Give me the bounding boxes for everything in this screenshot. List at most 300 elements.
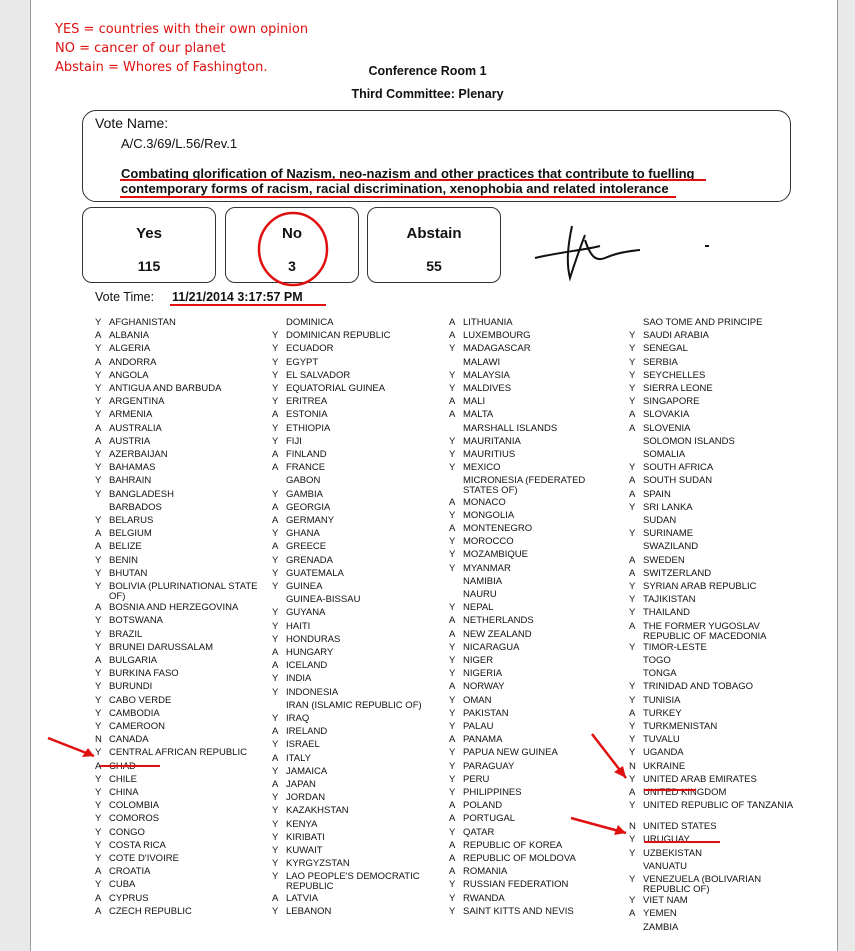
country-name: CENTRAL AFRICAN REPUBLIC: [109, 747, 247, 759]
country-name: KIRIBATI: [286, 831, 325, 843]
country-name: ESTONIA: [286, 409, 328, 421]
country-name: NIGERIA: [463, 668, 503, 680]
vote-mark: A: [629, 488, 636, 500]
country-vote-row: [95, 907, 269, 917]
country-vote-row: [449, 371, 623, 381]
country-name: LUXEMBOURG: [463, 330, 531, 342]
country-name: COLOMBIA: [109, 800, 160, 812]
vote-mark: Y: [449, 892, 456, 904]
country-vote-row: [629, 344, 803, 354]
country-vote-row: [449, 424, 623, 434]
country-vote-row: [95, 788, 269, 798]
country-name: GUYANA: [286, 607, 326, 619]
vote-time-label: Vote Time:: [95, 290, 155, 304]
vote-mark: Y: [272, 422, 279, 434]
vote-mark: A: [272, 726, 279, 738]
vote-mark: Y: [95, 515, 102, 526]
country-vote-row: [272, 437, 446, 447]
country-name: KYRGYZSTAN: [286, 858, 350, 870]
vote-mark: Y: [629, 773, 636, 785]
country-vote-row: [272, 397, 446, 407]
country-name: SAO TOME AND PRINCIPE: [643, 317, 763, 328]
country-vote-row: [629, 709, 803, 719]
country-name: SOUTH SUDAN: [643, 475, 713, 487]
vote-mark: Y: [449, 720, 456, 732]
country-name: UNITED KINGDOM: [643, 786, 727, 798]
country-name: BAHRAIN: [109, 475, 152, 487]
country-name: ANGOLA: [109, 369, 149, 381]
country-vote-row: [629, 595, 803, 605]
vote-mark: A: [449, 839, 456, 851]
country-name: BRAZIL: [109, 628, 143, 640]
country-vote-row: [449, 775, 623, 785]
country-name: COMOROS: [109, 813, 160, 825]
country-name: BRUNEI DARUSSALAM: [109, 641, 213, 653]
country-vote-row: [95, 410, 269, 420]
vote-mark: Y: [95, 396, 102, 408]
vote-mark: Y: [95, 383, 102, 394]
vote-mark: A: [629, 475, 636, 487]
annotation-note-no: NO = cancer of our planet: [55, 41, 226, 56]
country-vote-row: [95, 894, 269, 904]
vote-mark: Y: [95, 317, 102, 328]
vote-mark: A: [272, 752, 279, 764]
country-vote-row: [449, 437, 623, 447]
country-name: ALGERIA: [109, 343, 151, 355]
country-name: TAJIKISTAN: [643, 594, 696, 606]
country-vote-row: [449, 463, 623, 473]
country-vote-row: [449, 828, 623, 838]
country-name: SWITZERLAND: [643, 567, 712, 579]
country-vote-row: [272, 714, 446, 724]
country-vote-row: [272, 371, 446, 381]
country-vote-row: [449, 722, 623, 732]
vote-mark: Y: [629, 581, 636, 592]
vote-mark: Y: [629, 369, 636, 381]
country-name: TUVALU: [643, 734, 680, 746]
vote-mark: A: [449, 866, 456, 878]
vote-mark: Y: [629, 874, 636, 886]
country-vote-row: [272, 688, 446, 698]
country-name: BELGIUM: [109, 528, 152, 540]
country-vote-row: [95, 696, 269, 706]
country-vote-row: [272, 674, 446, 684]
vote-mark: Y: [272, 620, 279, 632]
country-vote-row: [449, 762, 623, 772]
vote-mark: A: [449, 628, 456, 640]
country-vote-row: [272, 529, 446, 539]
country-vote-row: [629, 410, 803, 420]
country-name: NIGER: [463, 654, 494, 666]
country-vote-row: [629, 424, 803, 434]
country-vote-row: [95, 331, 269, 341]
country-vote-row: [449, 788, 623, 798]
country-name: BHUTAN: [109, 567, 148, 579]
country-name: LATVIA: [286, 892, 319, 904]
conference-room-title: Conference Room 1: [368, 64, 487, 78]
vote-mark: Y: [95, 773, 102, 785]
country-name: ERITREA: [286, 396, 328, 408]
country-vote-row: [272, 701, 446, 711]
country-name: SURINAME: [643, 528, 694, 540]
country-name: CONGO: [109, 826, 145, 838]
vote-mark: Y: [449, 879, 456, 891]
country-name: UNITED STATES: [643, 821, 717, 833]
country-name: TONGA: [643, 668, 677, 680]
country-name: DOMINICA: [286, 317, 334, 328]
vote-mark: A: [629, 567, 636, 579]
country-vote-row: [272, 503, 446, 513]
country-vote-row: [629, 696, 803, 706]
vote-mark: Y: [95, 581, 102, 592]
country-vote-row: [449, 358, 623, 368]
vote-mark: Y: [629, 594, 636, 606]
country-vote-row: [272, 907, 446, 917]
vote-mark: A: [629, 554, 636, 566]
country-vote-row: [95, 735, 269, 745]
country-vote-row: [95, 841, 269, 851]
country-name: AZERBAIJAN: [109, 449, 168, 460]
country-vote-row: [629, 788, 803, 798]
country-vote-row: [449, 410, 623, 420]
country-name: MICRONESIA (FEDERATED STATES OF): [463, 475, 586, 497]
vote-mark: Y: [272, 607, 279, 619]
country-vote-row: [95, 656, 269, 666]
country-vote-row: [449, 801, 623, 811]
vote-mark: Y: [272, 905, 279, 917]
country-vote-row: [449, 643, 623, 653]
country-name: BOLIVIA (PLURINATIONAL STATE OF): [109, 581, 258, 602]
country-vote-row: [95, 556, 269, 566]
vote-mark: A: [95, 330, 102, 342]
country-name: PALAU: [463, 720, 494, 732]
country-name: LAO PEOPLE'S DEMOCRATIC REPUBLIC: [286, 871, 420, 893]
country-vote-row: [449, 907, 623, 917]
country-vote-row: [629, 909, 803, 919]
vote-mark: Y: [449, 449, 456, 460]
country-name: TURKMENISTAN: [643, 720, 718, 732]
vote-mark: Y: [95, 681, 102, 693]
country-name: ANDORRA: [109, 356, 157, 368]
vote-mark: A: [272, 541, 279, 553]
country-name: ISRAEL: [286, 739, 320, 751]
country-name: COTE D'IVOIRE: [109, 852, 179, 864]
country-vote-row: [272, 331, 446, 341]
vote-mark: A: [272, 501, 279, 513]
vote-mark: Y: [272, 488, 279, 500]
country-vote-row: [95, 542, 269, 552]
country-vote-row: [629, 923, 803, 933]
country-vote-row: [629, 862, 803, 872]
annotation-note-abstain: Abstain = Whores of Fashington.: [55, 60, 268, 75]
country-name: UZBEKISTAN: [643, 847, 702, 859]
country-vote-row: [272, 820, 446, 830]
country-name: JAMAICA: [286, 765, 328, 777]
country-vote-row: [272, 806, 446, 816]
country-vote-row: [272, 727, 446, 737]
country-vote-row: [95, 490, 269, 500]
country-name: NAURU: [463, 588, 497, 600]
vote-time-value: 11/21/2014 3:17:57 PM: [172, 290, 303, 304]
country-name: GAMBIA: [286, 488, 323, 500]
vote-mark: Y: [272, 343, 279, 355]
vote-mark: Y: [449, 760, 456, 772]
vote-mark: Y: [629, 694, 636, 706]
vote-mark: Y: [629, 383, 636, 394]
vote-mark: Y: [95, 852, 102, 864]
country-vote-row: [449, 894, 623, 904]
country-name: BELIZE: [109, 541, 142, 553]
country-name: REPUBLIC OF KOREA: [463, 839, 563, 851]
country-vote-row: [449, 318, 623, 328]
country-name: YEMEN: [643, 908, 677, 920]
country-name: FIJI: [286, 435, 302, 447]
country-name: CUBA: [109, 879, 136, 891]
country-name: MEXICO: [463, 462, 501, 474]
vote-mark: A: [449, 522, 456, 534]
vote-mark: Y: [629, 800, 636, 812]
country-vote-row: [95, 437, 269, 447]
country-name: LEBANON: [286, 905, 332, 917]
country-name: EGYPT: [286, 356, 319, 368]
country-name: URUGUAY: [643, 834, 690, 846]
vote-mark: A: [95, 905, 102, 917]
country-name: PARAGUAY: [463, 760, 515, 772]
vote-mark: Y: [449, 786, 456, 798]
country-vote-row: [95, 616, 269, 626]
country-name: UNITED ARAB EMIRATES: [643, 773, 757, 785]
country-name: GUINEA: [286, 581, 323, 592]
vote-mark: Y: [449, 694, 456, 706]
vote-mark: Y: [629, 501, 636, 513]
vote-mark: Y: [95, 720, 102, 732]
country-name: REPUBLIC OF MOLDOVA: [463, 852, 576, 864]
country-vote-row: [95, 516, 269, 526]
country-vote-row: [272, 410, 446, 420]
country-vote-row: [629, 556, 803, 566]
committee-title: Third Committee: Plenary: [351, 87, 504, 101]
vote-mark: A: [272, 515, 279, 526]
vote-mark: Y: [272, 858, 279, 870]
vote-mark: A: [449, 330, 456, 342]
country-name: SRI LANKA: [643, 501, 693, 513]
country-name: THAILAND: [643, 607, 690, 619]
country-name: VIET NAM: [643, 895, 688, 907]
country-vote-row: [629, 371, 803, 381]
vote-mark: N: [629, 821, 636, 833]
country-name: KENYA: [286, 818, 318, 830]
country-vote-row: [629, 476, 803, 486]
vote-mark: Y: [95, 369, 102, 381]
vote-mark: Y: [95, 813, 102, 825]
country-name: GERMANY: [286, 515, 335, 526]
country-vote-row: [272, 846, 446, 856]
no-count: 3: [288, 258, 296, 274]
vote-mark: Y: [95, 800, 102, 812]
country-vote-row: [629, 358, 803, 368]
country-vote-row: [272, 622, 446, 632]
country-vote-row: [272, 582, 446, 592]
vote-mark: Y: [629, 834, 636, 846]
vote-mark: A: [449, 813, 456, 825]
country-name: DOMINICAN REPUBLIC: [286, 330, 391, 342]
country-vote-row: [272, 318, 446, 328]
country-name: ARGENTINA: [109, 396, 165, 408]
vote-mark: A: [272, 892, 279, 904]
vote-mark: A: [629, 786, 636, 798]
vote-mark: A: [272, 409, 279, 421]
vote-mark: A: [449, 396, 456, 408]
vote-mark: Y: [95, 449, 102, 460]
country-name: SIERRA LEONE: [643, 383, 713, 394]
country-vote-row: [449, 854, 623, 864]
country-name: NICARAGUA: [463, 641, 520, 653]
country-name: UGANDA: [643, 747, 684, 759]
country-name: TURKEY: [643, 707, 682, 719]
country-name: BURKINA FASO: [109, 668, 179, 680]
no-count-box: [225, 207, 359, 283]
country-name: HONDURAS: [286, 633, 341, 645]
country-vote-row: [95, 643, 269, 653]
country-name: AUSTRALIA: [109, 422, 162, 434]
country-vote-row: [272, 608, 446, 618]
country-vote-row: [629, 875, 803, 895]
country-name: MADAGASCAR: [463, 343, 531, 355]
vote-mark: Y: [449, 562, 456, 574]
vote-mark: Y: [629, 895, 636, 907]
country-name: SENEGAL: [643, 343, 688, 355]
country-vote-row: [272, 463, 446, 473]
country-vote-row: [272, 569, 446, 579]
vote-mark: A: [629, 707, 636, 719]
vote-mark: Y: [95, 839, 102, 851]
vote-mark: Y: [95, 567, 102, 579]
vote-mark: Y: [629, 641, 636, 653]
vote-mark: Y: [449, 343, 456, 355]
vote-mark: Y: [272, 818, 279, 830]
country-vote-row: [629, 516, 803, 526]
country-name: COSTA RICA: [109, 839, 166, 851]
country-name: MARSHALL ISLANDS: [463, 422, 558, 434]
vote-mark: Y: [629, 747, 636, 759]
country-name: FRANCE: [286, 462, 326, 474]
vote-mark: Y: [629, 681, 636, 693]
country-vote-row: [95, 569, 269, 579]
resolution-title-line1: Combating glorification of Nazism, neo-nazism and other practices that contribute to fuelling: [121, 166, 695, 181]
country-name: VENEZUELA (BOLIVARIAN REPUBLIC OF): [643, 874, 762, 896]
vote-mark: Y: [272, 567, 279, 579]
vote-mark: Y: [95, 747, 102, 759]
vote-mark: Y: [95, 641, 102, 653]
country-name: MOROCCO: [463, 536, 514, 548]
vote-mark: A: [629, 620, 636, 632]
country-vote-row: [272, 476, 446, 486]
country-vote-row: [272, 859, 446, 869]
country-vote-row: [95, 424, 269, 434]
country-vote-row: [272, 556, 446, 566]
vote-mark: N: [95, 734, 102, 746]
country-name: GEORGIA: [286, 501, 331, 513]
country-name: JORDAN: [286, 792, 326, 804]
vote-mark: Y: [449, 641, 456, 653]
vote-mark: A: [449, 681, 456, 693]
country-name: POLAND: [463, 800, 503, 812]
country-name: GHANA: [286, 528, 320, 540]
vote-mark: A: [272, 647, 279, 658]
country-vote-row: [449, 735, 623, 745]
vote-mark: Y: [272, 369, 279, 381]
country-vote-row: [95, 748, 269, 758]
country-vote-row: [449, 450, 623, 460]
country-vote-row: [272, 661, 446, 671]
country-name: SUDAN: [643, 515, 677, 526]
vote-mark: A: [272, 449, 279, 460]
country-vote-row: [449, 344, 623, 354]
country-vote-row: [629, 762, 803, 772]
vote-mark: Y: [272, 739, 279, 751]
country-vote-row: [449, 397, 623, 407]
country-vote-row: [95, 603, 269, 613]
country-name: EL SALVADOR: [286, 369, 351, 381]
country-vote-row: [629, 582, 803, 592]
country-vote-row: [449, 384, 623, 394]
vote-mark: Y: [449, 435, 456, 447]
country-vote-row: [449, 537, 623, 547]
country-vote-row: [629, 503, 803, 513]
yes-label: Yes: [136, 225, 162, 242]
vote-mark: Y: [272, 805, 279, 817]
country-vote-row: [449, 476, 623, 496]
country-vote-row: [629, 622, 803, 642]
country-name: SERBIA: [643, 356, 678, 368]
vote-mark: Y: [272, 435, 279, 447]
country-vote-row: [629, 643, 803, 653]
country-name: SAINT KITTS AND NEVIS: [463, 905, 574, 917]
country-vote-row: [272, 767, 446, 777]
yes-count: 115: [137, 258, 161, 274]
abstain-label: Abstain: [406, 225, 462, 242]
country-name: BAHAMAS: [109, 462, 156, 474]
country-vote-row: [629, 463, 803, 473]
country-vote-row: [272, 754, 446, 764]
vote-mark: Y: [95, 668, 102, 680]
country-vote-row: [449, 577, 623, 587]
vote-mark: Y: [272, 871, 279, 883]
country-vote-row: [449, 630, 623, 640]
vote-mark: Y: [629, 528, 636, 540]
country-vote-row: [272, 516, 446, 526]
country-vote-row: [95, 463, 269, 473]
country-name: MONTENEGRO: [463, 522, 533, 534]
vote-name-label: Vote Name:: [95, 115, 169, 131]
country-vote-row: [95, 358, 269, 368]
country-vote-row: [449, 841, 623, 851]
country-vote-row: [449, 524, 623, 534]
vote-mark: A: [95, 356, 102, 368]
country-name: AUSTRIA: [109, 435, 151, 447]
country-vote-row: [272, 780, 446, 790]
country-name: CAMBODIA: [109, 707, 160, 719]
country-name: KAZAKHSTAN: [286, 805, 349, 817]
vote-mark: Y: [272, 330, 279, 342]
country-name: MALAWI: [463, 356, 501, 368]
vote-mark: Y: [449, 462, 456, 474]
country-vote-row: [449, 709, 623, 719]
country-name: SWAZILAND: [643, 541, 699, 553]
vote-mark: Y: [449, 509, 456, 521]
country-vote-row: [95, 450, 269, 460]
country-vote-row: [629, 450, 803, 460]
